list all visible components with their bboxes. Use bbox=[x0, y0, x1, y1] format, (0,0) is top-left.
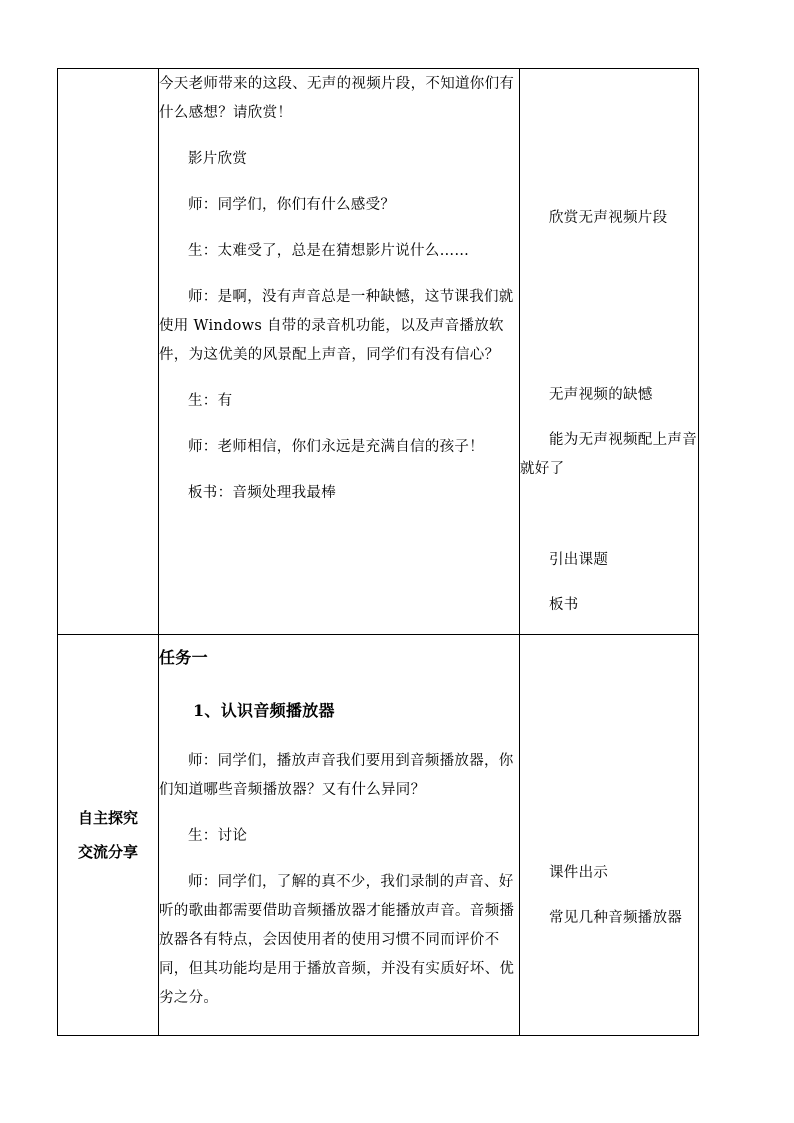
teacher-activity-cell bbox=[159, 635, 520, 1036]
stage-label-line2: 交流分享 bbox=[77, 843, 138, 861]
dialogue-line: 师：同学们，播放声音我们要用到音频播放器，你们知道哪些音频播放器？又有什么异同？ bbox=[159, 753, 514, 798]
note-line: 引出课题 bbox=[549, 552, 609, 568]
table-row bbox=[58, 635, 699, 1036]
design-intent-cell bbox=[520, 69, 699, 635]
lesson-plan-table bbox=[57, 68, 699, 1036]
dialogue-line: 生：太难受了，总是在猜想影片说什么…… bbox=[188, 243, 470, 259]
stage-label-line1: 自主探究 bbox=[77, 809, 138, 827]
note-line: 欣赏无声视频片段 bbox=[549, 210, 668, 226]
dialogue-line: 影片欣赏 bbox=[188, 151, 248, 167]
note-line: 能为无声视频配上声音就好了 bbox=[520, 432, 697, 477]
note-line: 无声视频的缺憾 bbox=[549, 387, 653, 403]
stage-cell bbox=[58, 69, 159, 635]
design-intent-cell bbox=[520, 635, 699, 1036]
table-row bbox=[58, 69, 699, 635]
note-line: 课件出示 bbox=[549, 865, 609, 881]
dialogue-line: 师：同学们，了解的真不少，我们录制的声音、好听的歌曲都需要借助音频播放器才能播放声音。音频播放器各有特点，会因使用者的使用习惯不同而评价不同，但其功能均是用于播放音频，并没有实质好坏、优劣之分。 bbox=[159, 874, 515, 1006]
dialogue-line: 生：有 bbox=[188, 393, 233, 409]
dialogue-line: 师：老师相信，你们永远是充满自信的孩子！ bbox=[188, 439, 484, 455]
dialogue-line: 师：同学们，你们有什么感受？ bbox=[188, 197, 396, 213]
stage-cell bbox=[58, 635, 159, 1036]
dialogue-line: 生：讨论 bbox=[188, 828, 248, 844]
intro-paragraph: 今天老师带来的这段、无声的视频片段，不知道你们有什么感想？请欣赏！ bbox=[159, 76, 515, 121]
dialogue-line: 师：是啊，没有声音总是一种缺憾，这节课我们就使用 Windows 自带的录音机功能，以及声音播放软件，为这优美的风景配上声音，同学们有没有信心？ bbox=[159, 289, 514, 363]
blackboard-line: 板书：音频处理我最棒 bbox=[188, 485, 336, 501]
note-line: 常见几种音频播放器 bbox=[549, 910, 683, 926]
task-title: 任务一 bbox=[159, 648, 208, 667]
section-subtitle: 1、认识音频播放器 bbox=[193, 701, 335, 720]
teacher-activity-cell bbox=[159, 69, 520, 635]
note-line: 板书 bbox=[549, 597, 579, 613]
